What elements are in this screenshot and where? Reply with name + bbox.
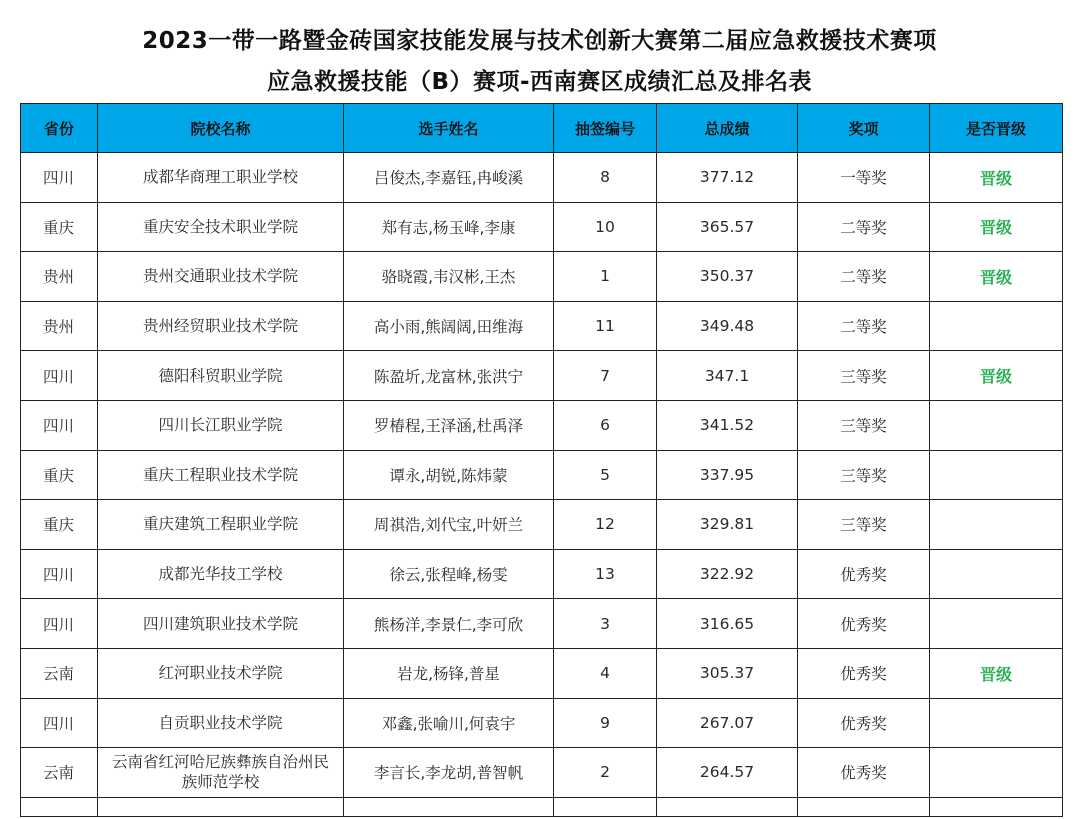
table-row xyxy=(21,549,1063,599)
cell-players: 邓鑫,张喻川,何袁宇 xyxy=(344,698,554,748)
cell-school: 贵州经贸职业技术学院 xyxy=(98,301,344,351)
cell-school: 云南省红河哈尼族彝族自治州民族师范学校 xyxy=(98,748,344,798)
cell-empty xyxy=(657,797,798,816)
table-row xyxy=(21,202,1063,252)
cell-school: 贵州交通职业技术学院 xyxy=(98,252,344,302)
table-row xyxy=(21,748,1063,798)
header-award: 奖项 xyxy=(798,104,930,153)
table-row xyxy=(21,500,1063,550)
header-province: 省份 xyxy=(21,104,98,153)
cell-draw-number: 7 xyxy=(554,351,657,401)
cell-players: 周祺浩,刘代宝,叶妍兰 xyxy=(344,500,554,550)
cell-province: 四川 xyxy=(21,351,98,401)
cell-empty xyxy=(98,797,344,816)
cell-award: 三等奖 xyxy=(798,351,930,401)
cell-players: 谭永,胡锐,陈炜蒙 xyxy=(344,450,554,500)
header-row xyxy=(21,104,1063,153)
header-players: 选手姓名 xyxy=(344,104,554,153)
cell-promoted: 晋级 xyxy=(930,153,1063,203)
header-total-score: 总成绩 xyxy=(657,104,798,153)
cell-draw-number: 3 xyxy=(554,599,657,649)
cell-total-score: 341.52 xyxy=(657,400,798,450)
cell-award: 优秀奖 xyxy=(798,599,930,649)
cell-award: 优秀奖 xyxy=(798,648,930,698)
cell-school: 重庆安全技术职业学院 xyxy=(98,202,344,252)
cell-school: 重庆建筑工程职业学院 xyxy=(98,500,344,550)
cell-players: 骆晓霞,韦汉彬,王杰 xyxy=(344,252,554,302)
table-row xyxy=(21,153,1063,203)
cell-school: 成都华商理工职业学校 xyxy=(98,153,344,203)
cell-draw-number: 13 xyxy=(554,549,657,599)
cell-total-score: 377.12 xyxy=(657,153,798,203)
header-school: 院校名称 xyxy=(98,104,344,153)
cell-total-score: 350.37 xyxy=(657,252,798,302)
cell-promoted: 晋级 xyxy=(930,252,1063,302)
cell-province: 四川 xyxy=(21,698,98,748)
cell-province: 贵州 xyxy=(21,301,98,351)
table-row xyxy=(21,698,1063,748)
cell-players: 熊杨洋,李景仁,李可欣 xyxy=(344,599,554,649)
cell-players: 郑有志,杨玉峰,李康 xyxy=(344,202,554,252)
header-promoted: 是否晋级 xyxy=(930,104,1063,153)
cell-school: 重庆工程职业技术学院 xyxy=(98,450,344,500)
table-row xyxy=(21,450,1063,500)
cell-school: 成都光华技工学校 xyxy=(98,549,344,599)
cell-empty xyxy=(798,797,930,816)
cell-draw-number: 1 xyxy=(554,252,657,302)
table-row xyxy=(21,648,1063,698)
cell-total-score: 337.95 xyxy=(657,450,798,500)
cell-province: 贵州 xyxy=(21,252,98,302)
cell-award: 二等奖 xyxy=(798,252,930,302)
cell-empty xyxy=(554,797,657,816)
cell-draw-number: 8 xyxy=(554,153,657,203)
cell-players: 徐云,张程峰,杨雯 xyxy=(344,549,554,599)
cell-school: 四川建筑职业技术学院 xyxy=(98,599,344,649)
cell-total-score: 322.92 xyxy=(657,549,798,599)
cell-province: 重庆 xyxy=(21,202,98,252)
cell-school: 德阳科贸职业学院 xyxy=(98,351,344,401)
table-row xyxy=(21,599,1063,649)
page-subtitle: 应急救援技能（B）赛项-西南赛区成绩汇总及排名表 xyxy=(266,69,813,95)
cell-province: 四川 xyxy=(21,599,98,649)
cell-promoted: 晋级 xyxy=(930,351,1063,401)
cell-total-score: 267.07 xyxy=(657,698,798,748)
cell-players: 岩龙,杨锋,普星 xyxy=(344,648,554,698)
cell-total-score: 264.57 xyxy=(657,748,798,798)
cell-province: 云南 xyxy=(21,748,98,798)
cell-school: 红河职业技术学院 xyxy=(98,648,344,698)
cell-total-score: 349.48 xyxy=(657,301,798,351)
cell-draw-number: 11 xyxy=(554,301,657,351)
cell-award: 二等奖 xyxy=(798,202,930,252)
table-row xyxy=(21,301,1063,351)
cell-award: 优秀奖 xyxy=(798,549,930,599)
cell-award: 一等奖 xyxy=(798,153,930,203)
cell-province: 重庆 xyxy=(21,500,98,550)
cell-total-score: 329.81 xyxy=(657,500,798,550)
cell-draw-number: 10 xyxy=(554,202,657,252)
cell-promoted: 晋级 xyxy=(930,202,1063,252)
cell-school: 四川长江职业学院 xyxy=(98,400,344,450)
cell-award: 二等奖 xyxy=(798,301,930,351)
cell-province: 云南 xyxy=(21,648,98,698)
cell-draw-number: 9 xyxy=(554,698,657,748)
cell-promoted xyxy=(930,549,1063,599)
cell-promoted xyxy=(930,450,1063,500)
cell-award: 三等奖 xyxy=(798,500,930,550)
cell-promoted xyxy=(930,599,1063,649)
cell-empty xyxy=(21,797,98,816)
page-title: 2023一带一路暨金砖国家技能发展与技术创新大赛第二届应急救援技术赛项 xyxy=(142,28,937,54)
table-row xyxy=(21,252,1063,302)
cell-promoted xyxy=(930,301,1063,351)
title-block xyxy=(0,0,1079,103)
cell-draw-number: 6 xyxy=(554,400,657,450)
cell-draw-number: 4 xyxy=(554,648,657,698)
cell-promoted xyxy=(930,698,1063,748)
cell-award: 优秀奖 xyxy=(798,698,930,748)
cell-total-score: 347.1 xyxy=(657,351,798,401)
cell-promoted xyxy=(930,400,1063,450)
cell-players: 李言长,李龙胡,普智帆 xyxy=(344,748,554,798)
cell-draw-number: 2 xyxy=(554,748,657,798)
table-row-partial xyxy=(21,797,1063,816)
cell-total-score: 365.57 xyxy=(657,202,798,252)
cell-empty xyxy=(930,797,1063,816)
cell-province: 四川 xyxy=(21,549,98,599)
cell-province: 四川 xyxy=(21,153,98,203)
cell-draw-number: 12 xyxy=(554,500,657,550)
cell-empty xyxy=(344,797,554,816)
cell-total-score: 305.37 xyxy=(657,648,798,698)
cell-award: 优秀奖 xyxy=(798,748,930,798)
cell-province: 四川 xyxy=(21,400,98,450)
cell-province: 重庆 xyxy=(21,450,98,500)
table-row xyxy=(21,351,1063,401)
cell-award: 三等奖 xyxy=(798,400,930,450)
cell-players: 吕俊杰,李嘉钰,冉峻溪 xyxy=(344,153,554,203)
cell-players: 陈盈圻,龙富林,张洪宁 xyxy=(344,351,554,401)
header-draw-number: 抽签编号 xyxy=(554,104,657,153)
cell-total-score: 316.65 xyxy=(657,599,798,649)
cell-school: 自贡职业技术学院 xyxy=(98,698,344,748)
cell-promoted: 晋级 xyxy=(930,648,1063,698)
results-table xyxy=(20,103,1063,817)
cell-players: 罗椿程,王泽涵,杜禹泽 xyxy=(344,400,554,450)
cell-promoted xyxy=(930,748,1063,798)
cell-promoted xyxy=(930,500,1063,550)
cell-players: 高小雨,熊阔阔,田维海 xyxy=(344,301,554,351)
cell-draw-number: 5 xyxy=(554,450,657,500)
cell-award: 三等奖 xyxy=(798,450,930,500)
table-row xyxy=(21,400,1063,450)
